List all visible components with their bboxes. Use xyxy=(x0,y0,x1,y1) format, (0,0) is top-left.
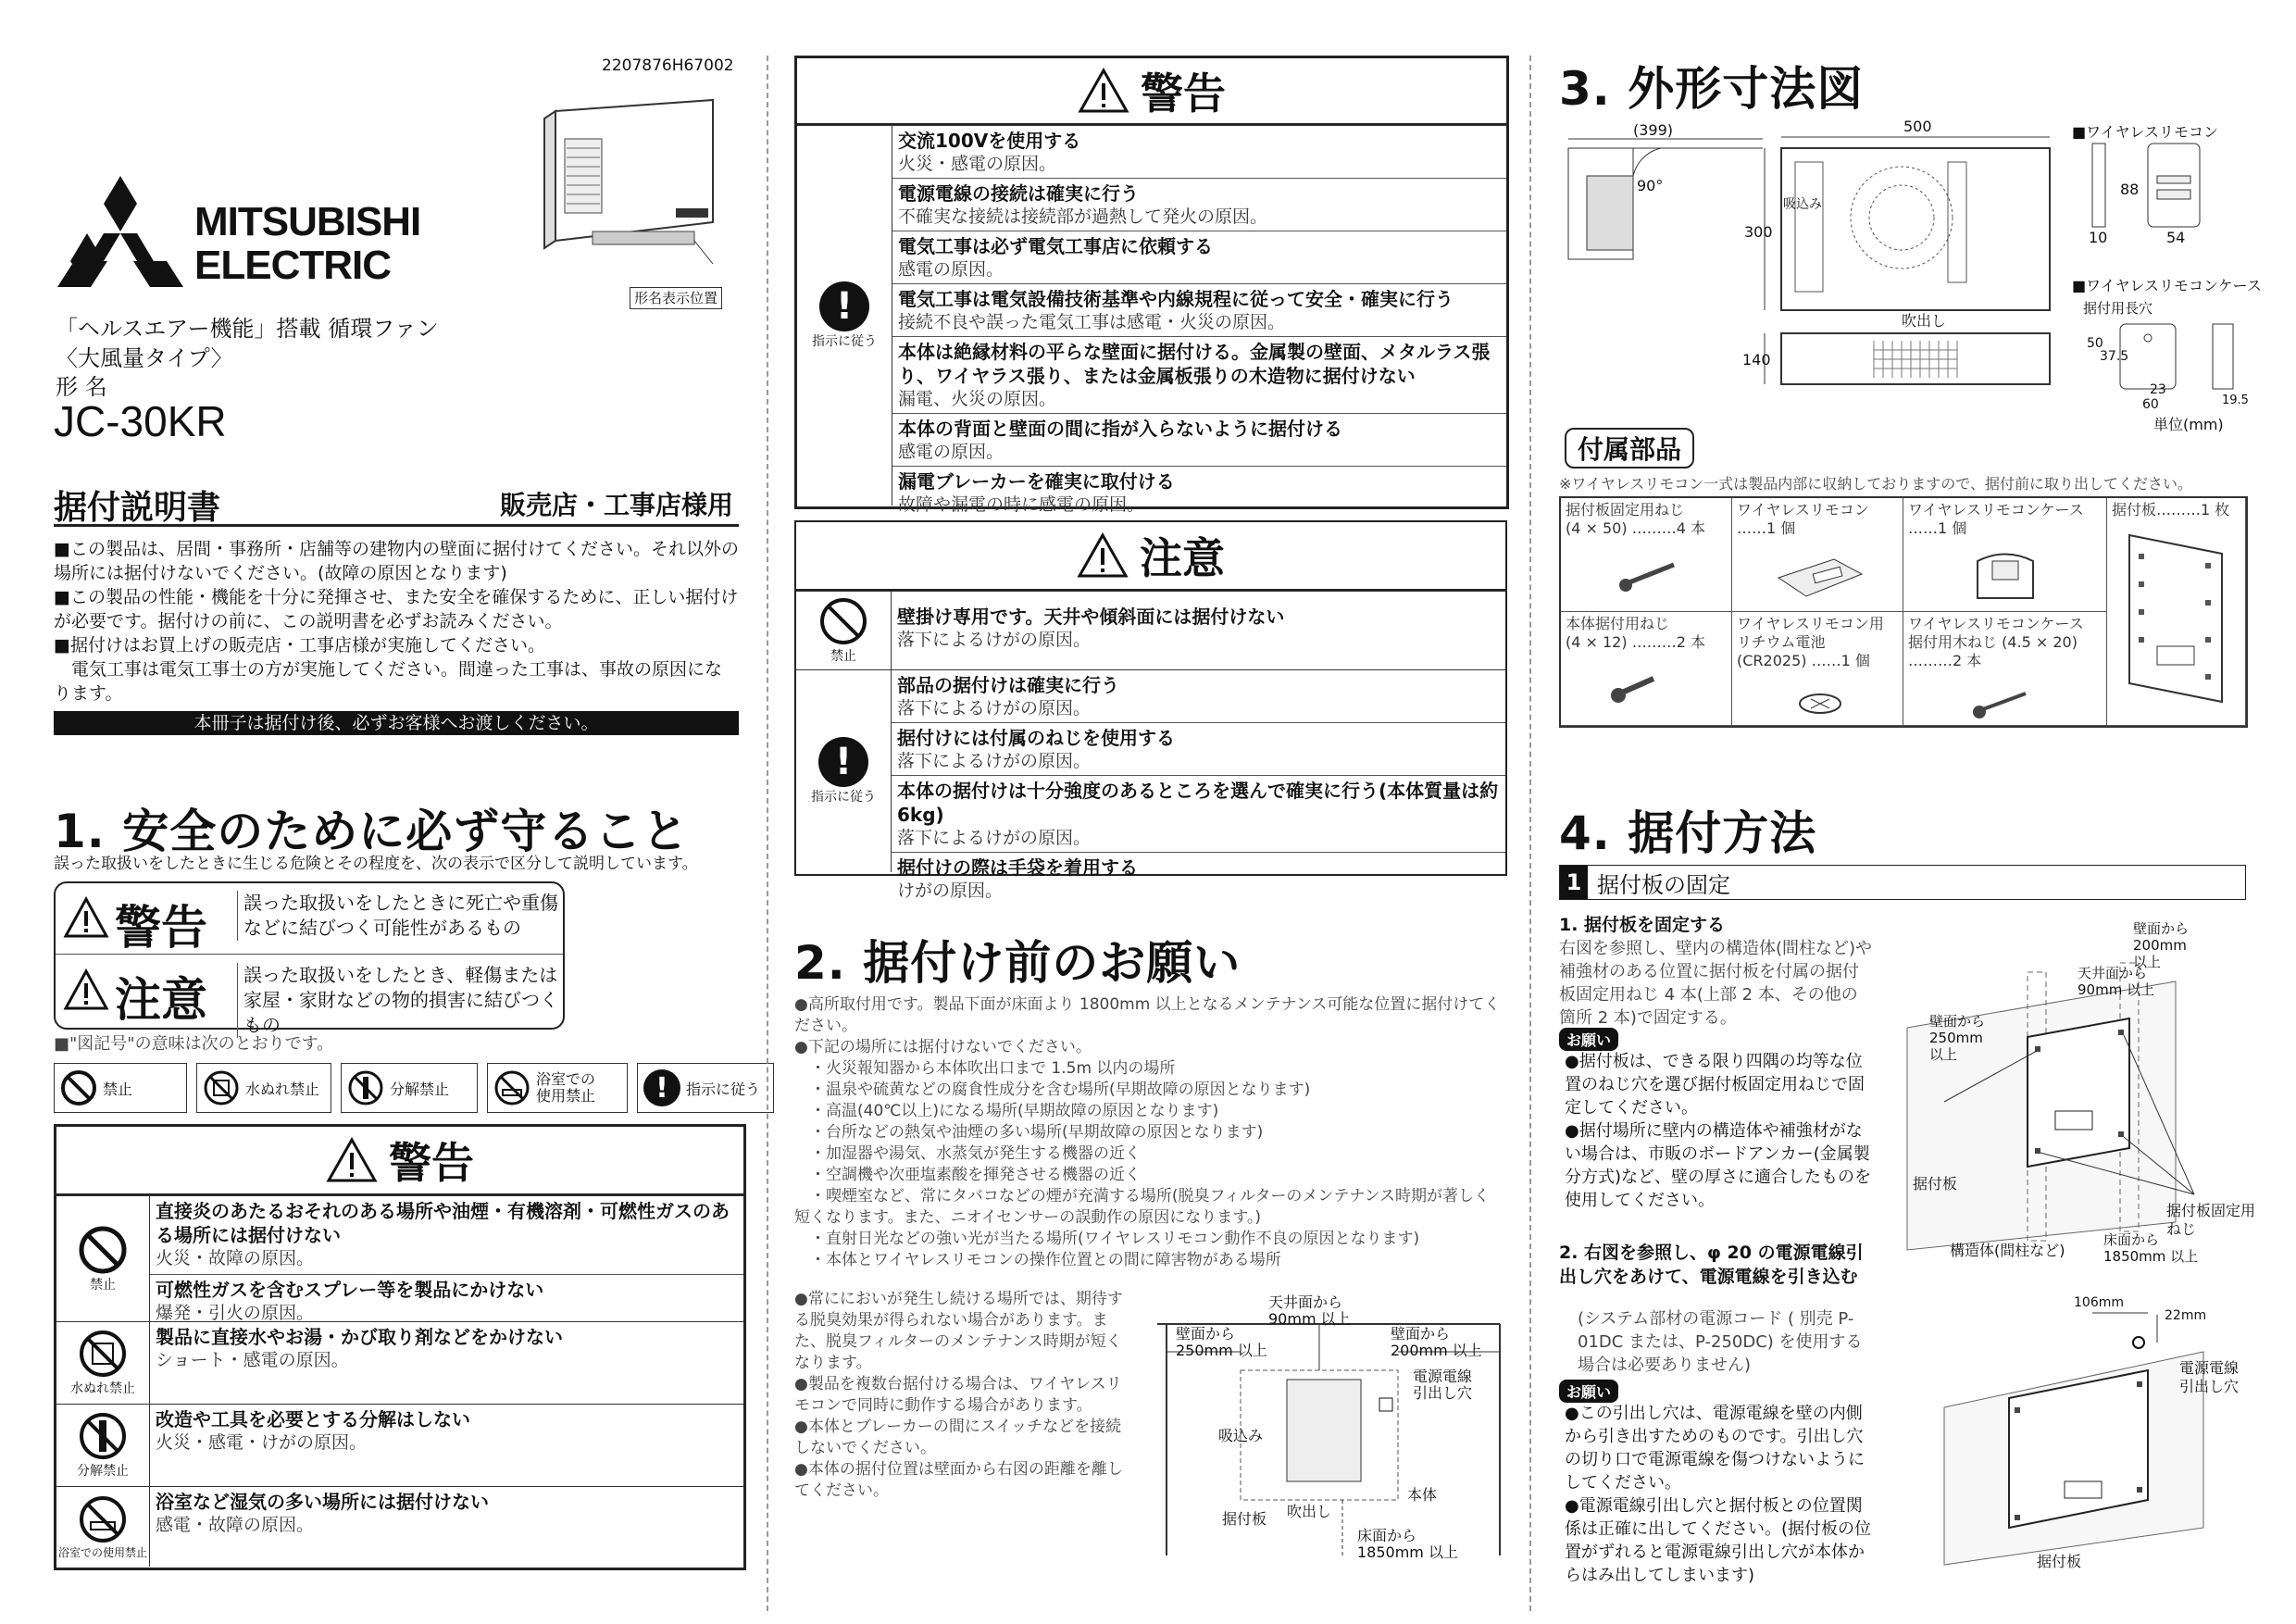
warning-row xyxy=(150,1322,743,1374)
warning-group xyxy=(56,1404,743,1486)
accessory-name: ワイヤレスリモコンケース 据付用木ねじ (4.5 × 20) ………2 本 xyxy=(1908,615,2084,669)
no-bathroom-icon xyxy=(493,1069,530,1106)
caution-row xyxy=(892,670,1505,722)
warning-row xyxy=(892,413,1506,466)
symbol-no-water xyxy=(196,1063,331,1113)
case-drawing xyxy=(2083,315,2250,417)
warning-row xyxy=(150,1405,743,1456)
product-desc-1: 「ヘルスエアー機能」搭載 循環ファン xyxy=(56,316,439,342)
sec2-item: ●本体とブレーカーの間にスイッチなどを接続しないでください。 xyxy=(794,1418,1122,1457)
diagram-label-ceiling: 天井面から 90mm 以上 xyxy=(1268,1293,1351,1328)
caution-row-sub: 落下によるけがの原因。 xyxy=(897,630,1092,650)
intro-item: ■この製品の性能・機能を十分に発揮させ、また安全を確保するために、正しい据付けが必要です。据付けの前に、この説明書を必ずお読みください。 xyxy=(54,587,739,631)
remote-icon xyxy=(1769,550,1871,606)
warning-row-sub: 爆発・引火の原因。 xyxy=(156,1303,315,1323)
caution-row xyxy=(892,852,1505,905)
warning-row-sub: 感電の原因。 xyxy=(898,442,1004,462)
accessory-name: ワイヤレスリモコンケース ……1 個 xyxy=(1908,501,2084,537)
intro-item: 電気工事は電気工事士の方が実施してください。間違った工事は、事故の原因になります。 xyxy=(54,659,723,704)
warning-row xyxy=(892,178,1506,231)
warning-triangle-icon xyxy=(326,1137,378,1183)
fig1-floor: 床面から 1850mm 以上 xyxy=(2103,1231,2199,1265)
caution-group-icon-cell xyxy=(796,670,892,872)
prohibit-icon xyxy=(818,596,868,646)
warning-row-sub: 感電・故障の原因。 xyxy=(156,1515,315,1535)
level-caution-word: 注意 xyxy=(115,973,207,1027)
fig2-cord: 電源電線 引出し穴 xyxy=(2179,1359,2240,1395)
sec2-item: ●本体の据付位置は壁面から右図の距離を離してください。 xyxy=(794,1460,1123,1500)
warning-row-sub: 感電の原因。 xyxy=(898,259,1004,280)
diagram-label-outlet: 吹出し xyxy=(1287,1503,1332,1520)
step1-notes xyxy=(1565,1050,1876,1212)
caution-row-sub: 落下によるけがの原因。 xyxy=(897,751,1092,771)
diagram-label-cord: 電源電線 引出し穴 xyxy=(1413,1368,1473,1402)
warning-heading-text: 警告 xyxy=(1141,69,1226,119)
diagram-label-floor: 床面から 1850mm 以上 xyxy=(1357,1527,1458,1561)
wood-screw-icon xyxy=(1968,686,2033,723)
warning-group-icon-cell xyxy=(56,1322,150,1404)
note-item: ●据付場所に壁内の構造体や補強材がない場合は、市販のボードアンカー(金属製分方式)など、壁の厚さに適合したものを使用してください。 xyxy=(1565,1121,1872,1210)
intro-item: ■据付けはお買上げの販売店・工事店様が実施してください。 xyxy=(54,635,545,656)
level-caution-desc: 誤った取扱いをしたとき、軽傷または家屋・家財などの物的損害に結びつくもの xyxy=(237,963,563,1038)
case-dim-b: 37.5 xyxy=(2100,349,2129,364)
manual-audience: 販売店・工事店様用 xyxy=(500,490,734,520)
case-label: ■ワイヤレスリモコンケース xyxy=(2072,277,2262,294)
warning-row xyxy=(150,1487,743,1539)
icon-caption: 浴室での使用禁止 xyxy=(57,1545,147,1559)
warning-group-icon-cell xyxy=(797,126,892,506)
handover-bar: 本冊子は据付け後、必ずお客様へお渡しください。 xyxy=(54,711,739,735)
product-desc-2: 〈大風量タイプ〉 xyxy=(56,345,233,371)
dim-399: (399) xyxy=(1633,121,1674,139)
accessories-title: 付属部品 xyxy=(1565,428,1694,468)
exclamation-icon: ! xyxy=(818,737,868,787)
dim-140: 140 xyxy=(1742,351,1771,369)
symbol-label: 浴室での使用禁止 xyxy=(536,1070,596,1105)
remote-drawing xyxy=(2083,139,2250,250)
dim-300: 300 xyxy=(1744,223,1773,241)
mitsubishi-logo xyxy=(56,176,185,287)
accessory-cell xyxy=(1732,498,1903,612)
caution-row xyxy=(892,592,1505,654)
diagram-label-wall-right: 壁面から 200mm 以上 xyxy=(1391,1325,1482,1359)
sec2-item: ●高所取付用です。製品下面が床面より 1800mm 以上となるメンテナンス可能な位置に据付けてください。 xyxy=(794,995,1501,1035)
sec2-item: ・台所などの熱気や油煙の多い場所(早期故障の原因となります) xyxy=(794,1123,1264,1142)
dimension-drawing xyxy=(1559,120,2059,389)
sec2-item: ・喫煙室など、常にタバコなどの煙が充満する場所(脱臭フィルターのメンテナンス時期が著しく短くなります。また、ニオイセンサーの誤動作の原因になります。) xyxy=(794,1187,1491,1227)
cord-hole-figure-svg xyxy=(1926,1296,2250,1574)
prohibit-icon xyxy=(78,1225,128,1275)
accessory-cell xyxy=(1903,612,2107,726)
warning-row xyxy=(892,466,1506,518)
warning-row-heading: 本体は絶縁材料の平らな壁面に据付ける。金属製の壁面、メタルラス張り、ワイヤラス張り、または金属板張りの木造物に据付けない xyxy=(898,341,1491,387)
symbol-label: 分解禁止 xyxy=(390,1080,450,1098)
brand-name-1: MITSUBISHI xyxy=(194,199,421,244)
warning-row-heading: 本体の背面と壁面の間に指が入らないように据付ける xyxy=(898,418,1342,440)
caution-group xyxy=(796,669,1505,901)
column-divider xyxy=(1529,56,1531,1611)
warning-table-left xyxy=(54,1124,746,1570)
sec2-item: ・空調機や次亜塩素酸を揮発させる機器の近く xyxy=(794,1166,1141,1184)
warning-group-icon-cell xyxy=(56,1487,150,1567)
warning-triangle-icon xyxy=(63,896,109,939)
accessories-table xyxy=(1559,496,2248,728)
sec2-item: ・火災報知器から本体吹出口まで 1.5m 以内の場所 xyxy=(794,1059,1176,1078)
product-illustration xyxy=(537,93,722,269)
case-dim-c: 23 xyxy=(2150,382,2166,397)
step1-body: 右図を参照し、壁内の構造体(間柱など)や補強材のある位置に据付板を付属の据付板固定用ねじ 4 本(上部 2 本、その他の箇所 2 本)で固定する。 xyxy=(1559,939,1873,1028)
dim-outlet: 吹出し xyxy=(1902,312,1947,330)
warning-row-heading: 可燃性ガスを含むスプレー等を製品にかけない xyxy=(156,1279,544,1301)
remote-label: ■ワイヤレスリモコン xyxy=(2072,123,2218,141)
caution-row-heading: 本体の据付けは十分強度のあるところを選んで確実に行う(本体質量は約6kg) xyxy=(897,780,1499,826)
symbol-follow-instructions xyxy=(637,1063,774,1113)
onegai-tag-1: お願い xyxy=(1559,1028,1618,1051)
sec4-title: 4. 据付方法 xyxy=(1559,806,1817,860)
symbol-no-disassemble xyxy=(341,1063,478,1113)
warning-group xyxy=(56,1195,743,1321)
manual-title: 据付説明書 xyxy=(54,489,221,527)
warning-row-heading: 電気工事は電気設備技術基準や内線規程に従って安全・確実に行う xyxy=(898,288,1454,310)
sec1-title: 1. 安全のために必ず守ること xyxy=(54,805,690,858)
step2-head: 2. 右図を参照し、φ 20 の電源電線引出し穴をあけて、電源電線を引き込む xyxy=(1559,1243,1864,1287)
warning-row-sub: 火災・感電・けがの原因。 xyxy=(156,1432,368,1453)
warning-row-sub: ショート・感電の原因。 xyxy=(156,1350,349,1370)
fig1-wall250: 壁面から 250mm 以上 xyxy=(1929,1013,1986,1063)
warning-row-heading: 漏電ブレーカーを確実に取付ける xyxy=(898,470,1175,493)
title-rule xyxy=(54,524,739,527)
sec2-list-2 xyxy=(794,1289,1128,1502)
level-warning-desc: 誤った取扱いをしたときに死亡や重傷などに結びつく可能性があるもの xyxy=(237,891,563,941)
accessory-cell xyxy=(1732,612,1903,726)
accessory-name: ワイヤレスリモコン ……1 個 xyxy=(1737,501,1869,537)
battery-icon xyxy=(1797,690,1843,718)
caution-heading-text: 注意 xyxy=(1140,533,1225,583)
accessory-name: 据付板固定用ねじ (4 × 50) ………4 本 xyxy=(1566,501,1705,537)
accessory-cell xyxy=(1903,498,2107,612)
remote-dim-h: 88 xyxy=(2120,181,2140,198)
sec2-item: ・直射日光などの強い光が当たる場所(ワイヤレスリモコン動作不良の原因となります) xyxy=(794,1230,1420,1248)
model-label: 形 名 xyxy=(56,374,107,400)
sec3-title: 3. 外形寸法図 xyxy=(1559,62,1865,116)
note-item: ●電源電線引出し穴と据付板との位置関係は正確に出してください。(据付板の位置がずれると電源電線引出し穴が本体からはみ出してしまいます) xyxy=(1565,1496,1872,1585)
exclamation-icon: ! xyxy=(643,1069,680,1106)
warning-group-icon-cell xyxy=(56,1196,150,1321)
warning-row-heading: 浴室など湿気の多い場所には据付けない xyxy=(156,1491,489,1513)
caution-group xyxy=(796,591,1505,669)
symbol-label: 禁止 xyxy=(103,1080,133,1098)
no-disassemble-icon xyxy=(347,1069,384,1106)
warning-row-sub: 接続不良や誤った電気工事は感電・火災の原因。 xyxy=(898,312,1286,332)
icon-caption: 水ぬれ禁止 xyxy=(70,1381,135,1396)
step1-head: 1. 据付板を固定する xyxy=(1559,915,1726,935)
caution-row xyxy=(892,722,1505,775)
accessory-name: ワイヤレスリモコン用 リチウム電池 (CR2025) ……1 個 xyxy=(1737,615,1884,669)
caution-table-mid xyxy=(794,520,1507,901)
warning-row-heading: 製品に直接水やお湯・かび取り剤などをかけない xyxy=(156,1326,563,1348)
step2-notes xyxy=(1565,1402,1876,1587)
warning-row xyxy=(892,283,1506,336)
caution-row-heading: 壁掛け専用です。天井や傾斜面には据付けない xyxy=(897,606,1285,628)
no-disassemble-icon xyxy=(78,1411,128,1461)
warning-row xyxy=(892,126,1506,178)
fig1-stud: 構造体(間柱など) xyxy=(1950,1242,2065,1259)
caution-triangle-icon xyxy=(63,968,109,1011)
sec2-item: ・本体とワイヤレスリモコンの操作位置との間に障害物がある場所 xyxy=(794,1251,1281,1269)
case-hole-label: 据付用長穴 xyxy=(2083,300,2153,317)
warning-row-heading: 電源電線の接続は確実に行う xyxy=(898,182,1139,205)
warning-group-icon-cell xyxy=(56,1405,150,1486)
nameplate-position-label: 形名表示位置 xyxy=(630,287,722,309)
screw-icon xyxy=(1616,557,1681,594)
warning-row xyxy=(892,336,1506,413)
unit-label: 単位(mm) xyxy=(2153,416,2224,433)
level-warning-word: 警告 xyxy=(115,901,207,955)
step-number: 1 xyxy=(1560,866,1588,899)
warning-row-sub: 漏電、火災の原因。 xyxy=(898,389,1057,409)
warning-group xyxy=(797,125,1506,515)
sec2-item: ●製品を複数台据付ける場合は、ワイヤレスリモコンで同時に動作する場合があります。 xyxy=(794,1375,1122,1415)
sec1-lead: 誤った取扱いをしたときに生じる危険とその程度を、次の表示で区分して説明しています。 xyxy=(54,855,698,873)
clearance-diagram xyxy=(1148,1293,1509,1574)
caution-row-sub: 落下によるけがの原因。 xyxy=(897,828,1092,848)
onegai-tag-2: お願い xyxy=(1559,1380,1618,1403)
fig1-screw: 据付板固定用 ねじ xyxy=(2166,1202,2256,1238)
step2-body: (システム部材の電源コード ( 別売 P-01DC または、P-250DC) を使用する場合は必要ありません) xyxy=(1578,1309,1863,1375)
diagram-label-wall-left: 壁面から 250mm 以上 xyxy=(1176,1325,1267,1359)
fig1-wall200: 壁面から 200mm 以上 xyxy=(2133,920,2190,970)
brand-name-2: ELECTRIC xyxy=(194,243,391,288)
warning-triangle-icon xyxy=(1078,68,1129,114)
warning-row xyxy=(150,1196,743,1274)
accessory-cell xyxy=(1561,612,1732,726)
warning-heading-text: 警告 xyxy=(389,1138,474,1188)
exclamation-icon: ! xyxy=(819,281,869,331)
warning-table-mid xyxy=(794,56,1509,515)
accessory-name: 本体据付用ねじ (4 × 12) ………2 本 xyxy=(1566,615,1705,651)
dim-500: 500 xyxy=(1903,118,1932,135)
sec2-item: ・高温(40℃以上)になる場所(早期故障の原因となります) xyxy=(794,1102,1219,1120)
symbols-lead: ■"図記号"の意味は次のとおりです。 xyxy=(54,1034,334,1054)
icon-caption: 禁止 xyxy=(90,1277,116,1293)
prohibit-icon xyxy=(60,1069,97,1106)
warning-row-heading: 電気工事は必ず電気工事店に依頼する xyxy=(898,235,1213,257)
cord-hole-figure xyxy=(1926,1296,2250,1574)
fig2-plate: 据付板 xyxy=(2037,1553,2082,1570)
mounting-plate-figure xyxy=(1889,917,2256,1268)
hazard-levels-box xyxy=(54,881,565,1036)
step-title: 据付板の固定 xyxy=(1597,871,1730,898)
warning-row-heading: 改造や工具を必要とする分解はしない xyxy=(156,1408,470,1430)
fig2-d22: 22mm xyxy=(2165,1308,2207,1323)
symbol-no-bathroom xyxy=(487,1063,628,1113)
no-water-icon xyxy=(203,1069,240,1106)
dim-intake: 吸込み xyxy=(1783,197,1822,212)
level-warning xyxy=(56,883,563,955)
dimension-drawing-svg xyxy=(1559,120,2059,389)
note-item: ●据付板は、できる限り四隅の均等な位置のねじ穴を選び据付板固定用ねじで固定してください。 xyxy=(1565,1052,1865,1118)
case-dim-d: 60 xyxy=(2142,397,2159,412)
icon-caption: 分解禁止 xyxy=(77,1464,129,1479)
remote-dim-d: 10 xyxy=(2089,229,2108,246)
no-bathroom-icon xyxy=(78,1494,128,1544)
caution-row-heading: 部品の据付けは確実に行う xyxy=(897,674,1119,696)
level-caution xyxy=(56,956,563,1036)
warning-row-sub: 火災・感電の原因。 xyxy=(898,154,1057,174)
model-number: JC-30KR xyxy=(54,397,227,445)
step-header xyxy=(1559,865,2246,900)
diagram-label-intake: 吸込み xyxy=(1218,1427,1264,1444)
warning-row xyxy=(150,1274,743,1327)
fig2-d106: 106mm xyxy=(2074,1295,2124,1310)
warning-heading xyxy=(56,1127,743,1195)
warning-row-sub: 不確実な接続は接続部が過熱して発火の原因。 xyxy=(898,206,1268,227)
warning-heading xyxy=(797,58,1506,125)
warning-group xyxy=(56,1321,743,1404)
caution-row-heading: 据付けには付属のねじを使用する xyxy=(897,727,1175,749)
fig1-ceil90: 天井面から 90mm 以上 xyxy=(2078,965,2155,998)
screw-icon xyxy=(1607,669,1681,706)
sec2-title: 2. 据付け前のお願い xyxy=(794,936,1242,990)
symbol-label: 指示に従う xyxy=(686,1080,761,1098)
sec2-item: ●下記の場所には据付けないでください。 xyxy=(794,1038,1092,1056)
caution-row-sub: 落下によるけがの原因。 xyxy=(897,698,1092,718)
sec2-item: ・加湿器や湯気、水蒸気が発生する機器の近く xyxy=(794,1144,1141,1163)
intro-item: ■この製品は、居間・事務所・店舗等の建物内の壁面に据付けてください。それ以外の場所には据付けないでください。(故障の原因となります) xyxy=(54,539,739,583)
warning-group xyxy=(56,1486,743,1567)
accessory-name: 据付板………1 枚 xyxy=(2112,501,2230,518)
caution-heading xyxy=(796,522,1505,591)
icon-caption: 指示に従う xyxy=(811,790,876,805)
warning-row xyxy=(892,231,1506,283)
case-dim-a: 50 xyxy=(2087,336,2103,351)
remote-case-icon xyxy=(1968,543,2042,607)
symbol-prohibit xyxy=(54,1063,187,1113)
column-divider xyxy=(767,56,768,1611)
caution-row-sub: けがの原因。 xyxy=(897,881,1004,901)
fig1-plate: 据付板 xyxy=(1913,1175,1958,1193)
doc-code: 2207876H67002 xyxy=(602,56,734,75)
no-water-icon xyxy=(78,1329,128,1379)
case-dim-e: 19.5 xyxy=(2222,394,2249,407)
note-item: ●この引出し穴は、電源電線を壁の内側から引き出すためのものです。引出し穴の切り口で電源電線を傷つけないようにしてください。 xyxy=(1565,1404,1865,1493)
sec2-item: ●常ににおいが発生し続ける場所では、期待する脱臭効果が得られない場合があります。また、脱臭フィルターのメンテナンス時期が短くなります。 xyxy=(794,1290,1123,1372)
warning-row-sub: 火災・故障の原因。 xyxy=(156,1248,315,1268)
diagram-label-body: 本体 xyxy=(1407,1486,1438,1504)
accessory-cell xyxy=(1561,498,1732,612)
remote-dim-w: 54 xyxy=(2166,229,2186,246)
symbol-label: 水ぬれ禁止 xyxy=(245,1080,320,1098)
caution-triangle-icon xyxy=(1077,532,1129,579)
mounting-plate-icon xyxy=(2120,526,2231,711)
intro-list xyxy=(54,537,739,706)
caution-group-icon-cell xyxy=(796,592,892,669)
diagram-label-plate: 据付板 xyxy=(1222,1510,1267,1528)
sec2-list xyxy=(794,994,1504,1271)
accessories-note: ※ワイヤレスリモコン一式は製品内部に収納しておりますので、据付前に取り出してください。 xyxy=(1559,475,2192,493)
caution-row xyxy=(892,775,1505,852)
icon-caption: 指示に従う xyxy=(812,334,877,349)
icon-caption: 禁止 xyxy=(830,649,856,664)
dim-angle: 90° xyxy=(1637,177,1664,194)
warning-row-heading: 直接炎のあたるおそれのある場所や油煙・有機溶剤・可燃性ガスのある場所には据付けない xyxy=(156,1200,730,1246)
symbols-row xyxy=(54,1063,774,1113)
accessory-cell xyxy=(2107,498,2246,726)
caution-row-heading: 据付けの際は手袋を着用する xyxy=(897,856,1138,879)
warning-row-sub: 故障や漏電の時に感電の原因。 xyxy=(898,494,1145,515)
warning-row-heading: 交流100Vを使用する xyxy=(898,130,1081,152)
sec2-item: ・温泉や硫黄などの腐食性成分を含む場所(早期故障の原因となります) xyxy=(794,1081,1311,1099)
